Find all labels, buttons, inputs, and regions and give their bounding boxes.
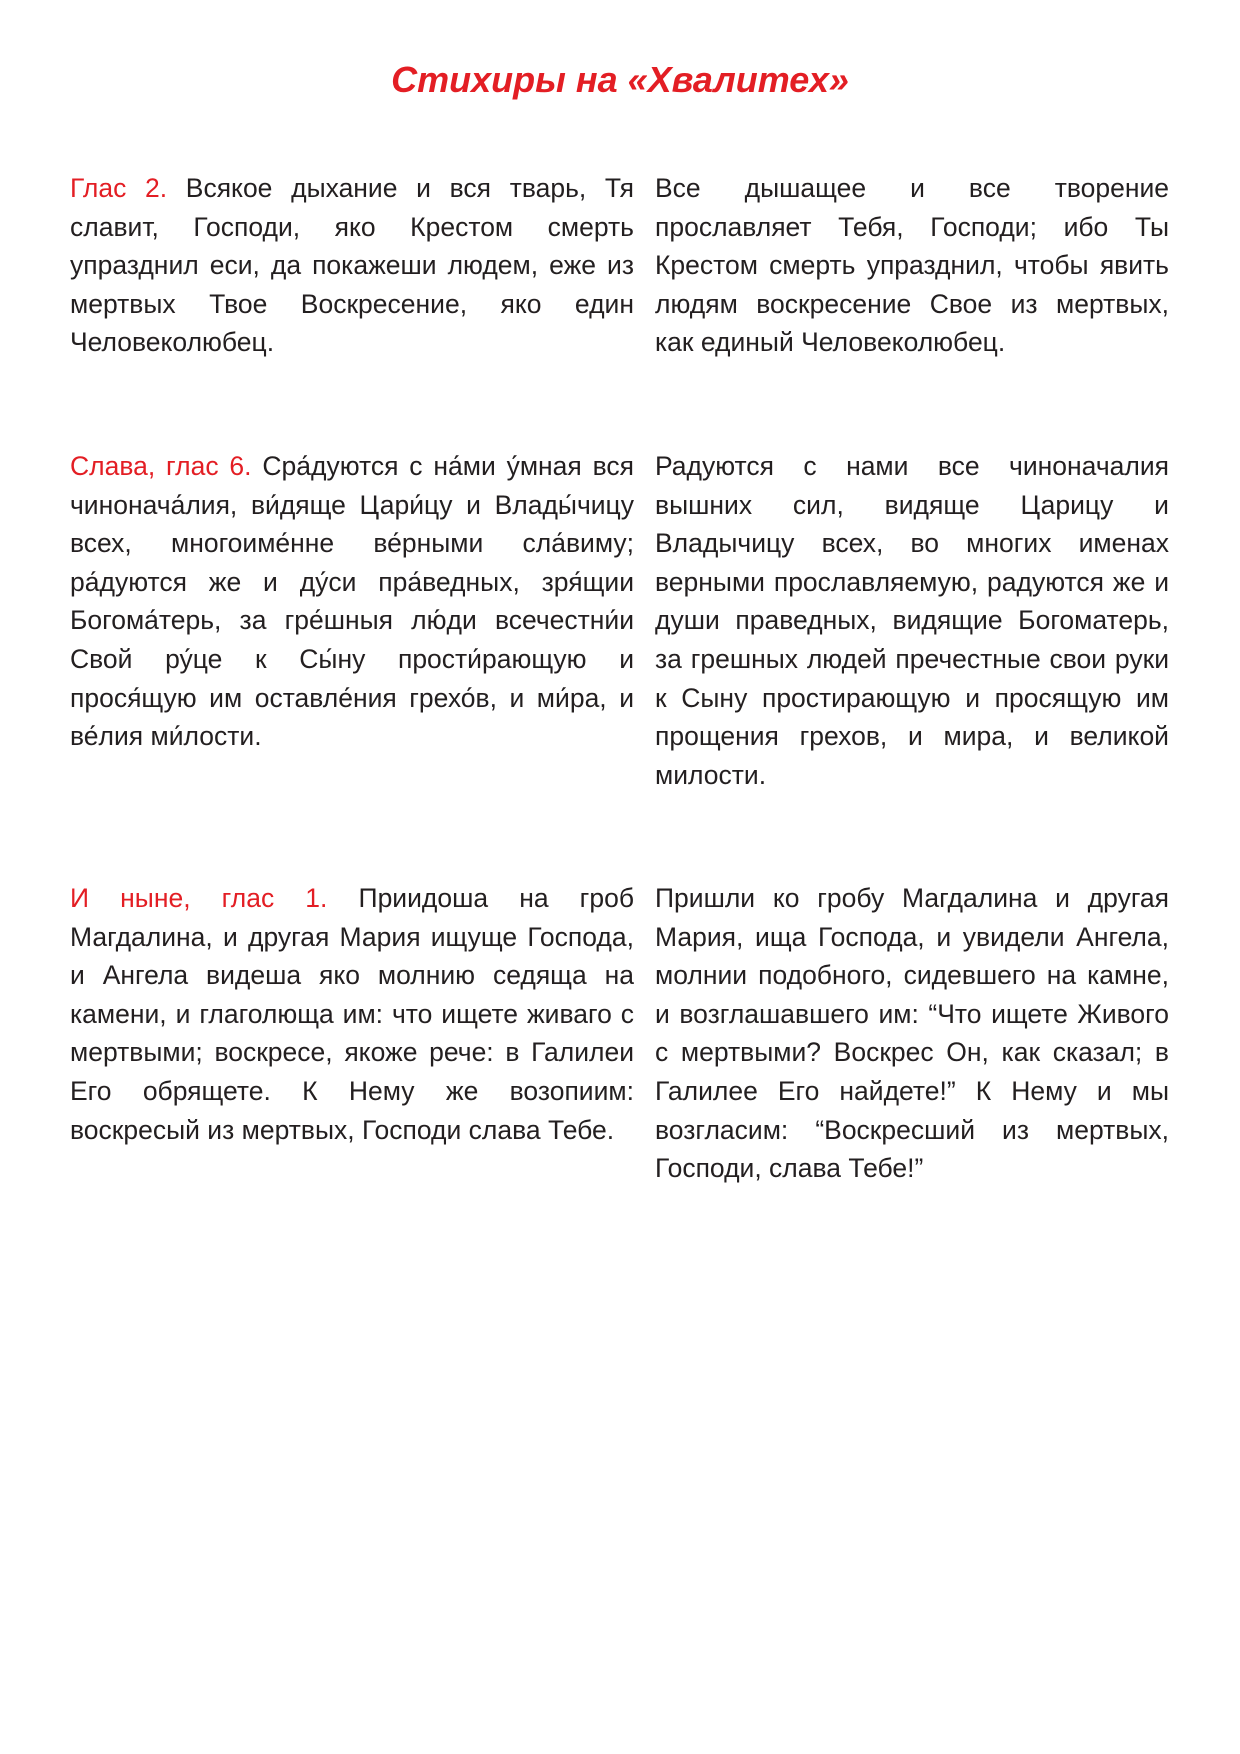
church-slavonic-text	[70, 169, 634, 362]
page-title: Стихиры на «Хвалитех»	[391, 59, 849, 100]
church-slavonic-body: Сра́дуются с на́ми у́мная вся чинонача́лия, ви́дяще Цари́цу и Влады́чицу всех, многоиме́нне ве́рными сла́виму; ра́дуются же и ду́си пра́ведных, зря́щии Богома́терь, за гре́шныя лю́ди всечестни́и Свой ру́це к Сы́ну прости́рающую и прося́щую им оставле́ния грехо́в, и ми́ра, и ве́лия ми́лости.	[70, 451, 634, 752]
tone-label: Слава, глас 6.	[70, 451, 252, 481]
stichera-section-3	[70, 879, 1169, 1188]
church-slavonic-text	[70, 447, 634, 794]
stichera-section-1	[70, 169, 1169, 362]
stichera-section-2	[70, 447, 1169, 794]
tone-label: Глас 2.	[70, 173, 168, 203]
church-slavonic-body: Всякое дыхание и вся тварь, Тя славит, Господи, яко Крестом смерть упразднил еси, да покажеши людем, еже из мертвых Твое Воскресение, яко един Человеколюбец.	[70, 173, 634, 358]
russian-translation-text: Пришли ко гробу Магдалина и другая Мария, ища Господа, и увидели Ангела, молнии подобного, сидевшего на камне, и возглашавшего им: “Что ищете Живого с мертвыми? Воскрес Он, как сказал; в Галилее Его найдете!” К Нему и мы возгласим: “Воскресший из мертвых, Господи, слава Тебе!”	[655, 883, 1169, 1184]
tone-label: И ныне, глас 1.	[70, 883, 328, 913]
russian-translation-text: Все дышащее и все творение прославляет Тебя, Господи; ибо Ты Крестом смерть упразднил, чтобы явить людям воскресение Свое из мертвых, как единый Человеколюбец.	[655, 173, 1169, 358]
church-slavonic-text	[70, 879, 634, 1188]
church-slavonic-body: Приидоша на гроб Магдалина, и другая Мария ищуще Господа, и Ангела видеша яко молнию седяща на камени, и глаголюща им: что ищете живаго с мертвыми; воскресе, якоже рече: в Галилеи Его обрящете. К Нему же возопиим: воскресый из мертвых, Господи слава Тебе.	[70, 883, 634, 1145]
russian-translation-text: Радуются с нами все чиноначалия вышних сил, видяще Царицу и Владычицу всех, во многих именах верными прославляемую, радуются же и души праведных, видящие Богоматерь, за грешных людей пречестные свои руки к Сыну простирающую и просящую им прощения грехов, и мира, и великой милости.	[655, 451, 1169, 790]
